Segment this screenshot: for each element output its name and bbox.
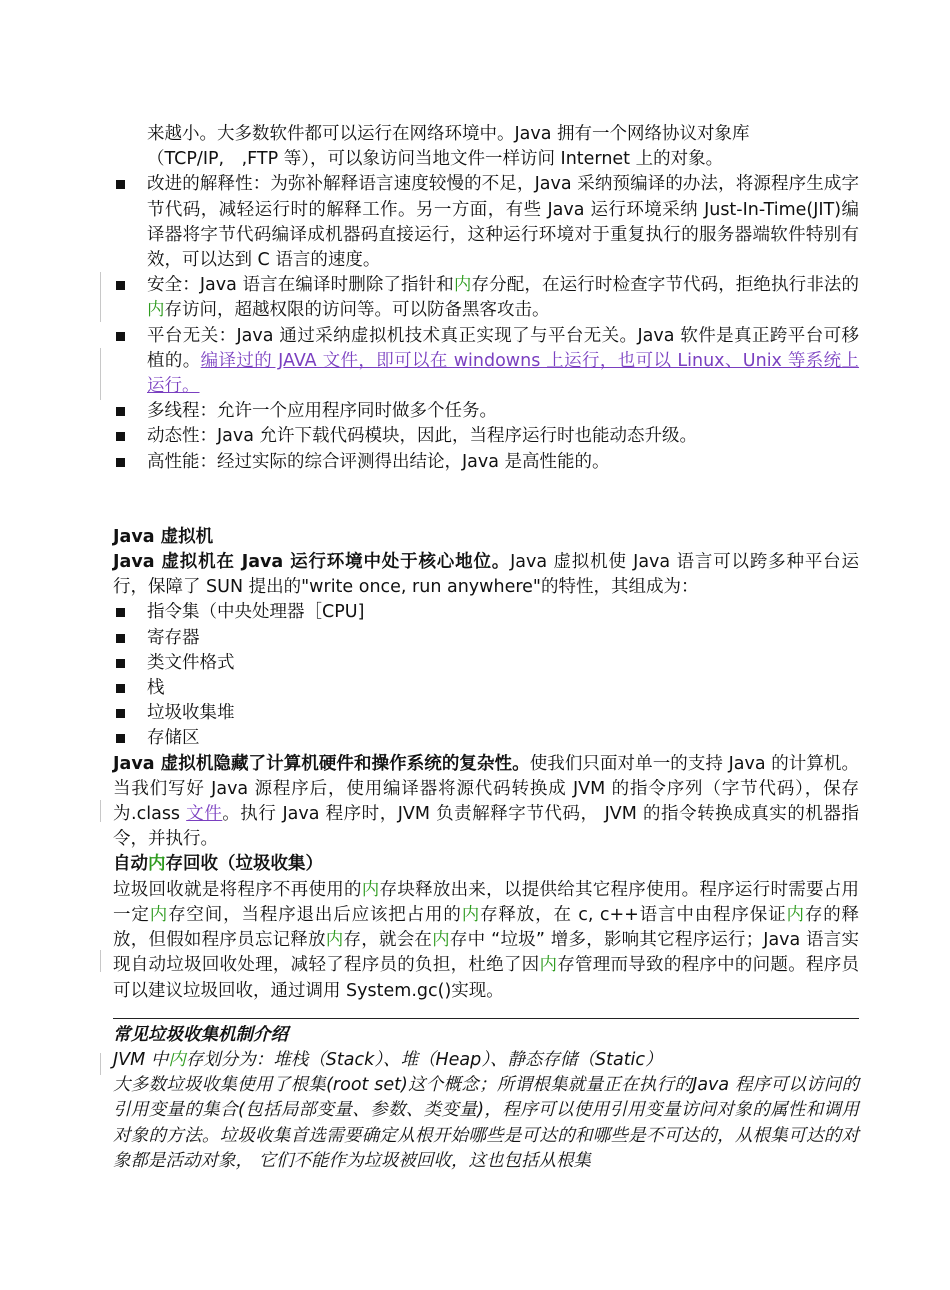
change-bar	[100, 1053, 101, 1075]
highlight-char: 内	[325, 930, 344, 951]
memory-division-line: JVM 中内存划分为：堆栈（Stack）、堆（Heap）、静态存储（Static）	[113, 1049, 663, 1070]
list-item: 改进的解释性：为弥补解释语言速度较慢的不足，Java 采纳预编译的办法，将源程序生成字节代码，减轻运行时的解释工作。另一方面，有些 Java 运行环境采纳 Just-In-Time(JIT)编译器将字节代码编译成机器码直接运行，这种运行环境对于重复执行的服务器端软件特别有效，可以达到 C 语言的速度。	[113, 172, 859, 273]
list-item: 指令集（中央处理器［CPU]	[113, 600, 859, 625]
file-link[interactable]: 文件	[186, 804, 223, 825]
section-divider	[113, 1018, 859, 1019]
jvm-components-list	[113, 600, 859, 751]
jvm-hide-paragraph: Java 虚拟机隐藏了计算机硬件和操作系统的复杂性。使我们只面对单一的支持 Java 的计算机。当我们写好 Java 源程序后，使用编译器将源代码转换成 JVM 的指令序列（字节代码），保存为.class 文件。执行 Java 程序时，JVM 负责解释字节代码， JVM 的指令转换成真实的机器指令，并执行。	[113, 753, 859, 850]
list-item: 存储区	[113, 726, 859, 751]
list-item: 类文件格式	[113, 651, 859, 676]
highlight-char: 内	[539, 955, 558, 976]
gc-heading: 自动内存回收（垃圾收集）	[113, 854, 323, 875]
jvm-intro: Java 虚拟机在 Java 运行环境中处于核心地位。Java 虚拟机使 Java 语言可以跨多种平台运行，保障了 SUN 提出的"write once, run anywhere"的特性，其组成为：	[113, 552, 859, 598]
highlight-char: 内	[147, 300, 165, 321]
gc-paragraph: 垃圾回收就是将程序不再使用的内存块释放出来，以提供给其它程序使用。程序运行时需要占用一定内存空间，当程序退出后应该把占用的内存释放，在 c, c++语言中由程序保证内存的释放，但假如程序员忘记释放内存，就会在内存中 “垃圾” 增多，影响其它程序运行；Java 语言实现自动垃圾回收处理，减轻了程序员的负担，杜绝了因内存管理而导致的程序中的问题。程序员可以建议垃圾回收，通过调用 System.gc()实现。	[113, 879, 860, 1001]
root-set-paragraph: 大多数垃圾收集使用了根集(root set)这个概念；所谓根集就量正在执行的Java 程序可以访问的引用变量的集合(包括局部变量、参数、类变量)，程序可以使用引用变量访问对象的属性和调用对象的方法。垃圾收集首选需要确定从根开始哪些是可达的和哪些是不可达的，从根集可达的对象都是活动对象， 它们不能作为垃圾被回收，这也包括从根集	[113, 1075, 859, 1171]
platform-link[interactable]: 编译过的 JAVA 文件，即可以在 windowns 上运行，也可以 Linux、Unix 等系统上运行。	[147, 350, 860, 397]
highlight-char: 内	[786, 904, 805, 925]
list-item: 寄存器	[113, 626, 859, 651]
highlight-char: 内	[453, 275, 472, 296]
list-item: 平台无关：Java 通过采纳虚拟机技术真正实现了与平台无关。Java 软件是真正跨平台可移植的。编译过的 JAVA 文件，即可以在 windowns 上运行，也可以 Linux、Unix 等系统上运行。	[113, 324, 859, 400]
change-bar	[100, 272, 101, 322]
highlight-char: 内	[432, 930, 450, 951]
list-item: 动态性：Java 允许下载代码模块，因此，当程序运行时也能动态升级。	[113, 424, 859, 449]
highlight-char: 内	[149, 904, 169, 925]
list-item: 垃圾收集堆	[113, 701, 859, 726]
list-item: 安全：Java 语言在编译时删除了指针和内存分配，在运行时检查字节代码，拒绝执行非法的内存访问，超越权限的访问等。可以防备黑客攻击。	[113, 273, 859, 323]
highlight-char: 内	[168, 1049, 186, 1070]
list-item: 高性能：经过实际的综合评测得出结论，Java 是高性能的。	[113, 450, 859, 475]
continuation-paragraph	[113, 122, 859, 172]
change-bar	[100, 950, 101, 972]
document-page	[113, 122, 859, 1174]
list-item: 栈	[113, 676, 859, 701]
highlight-char: 内	[148, 854, 166, 875]
change-bar	[100, 348, 101, 400]
highlight-char: 内	[361, 879, 380, 900]
list-item: 多线程：允许一个应用程序同时做多个任务。	[113, 399, 859, 424]
gc-mechanism-heading: 常见垃圾收集机制介绍	[113, 1024, 288, 1045]
feature-list	[113, 172, 859, 474]
jvm-heading: Java 虚拟机	[113, 526, 214, 547]
change-bar	[100, 800, 101, 822]
continuation-line-1: 来越小。大多数软件都可以运行在网络环境中。Java 拥有一个网络协议对象库	[147, 124, 750, 144]
highlight-char: 内	[461, 904, 481, 925]
continuation-line-2: （TCP/IP, ,FTP 等），可以象访问当地文件一样访问 Internet 上的对象。	[147, 149, 724, 170]
